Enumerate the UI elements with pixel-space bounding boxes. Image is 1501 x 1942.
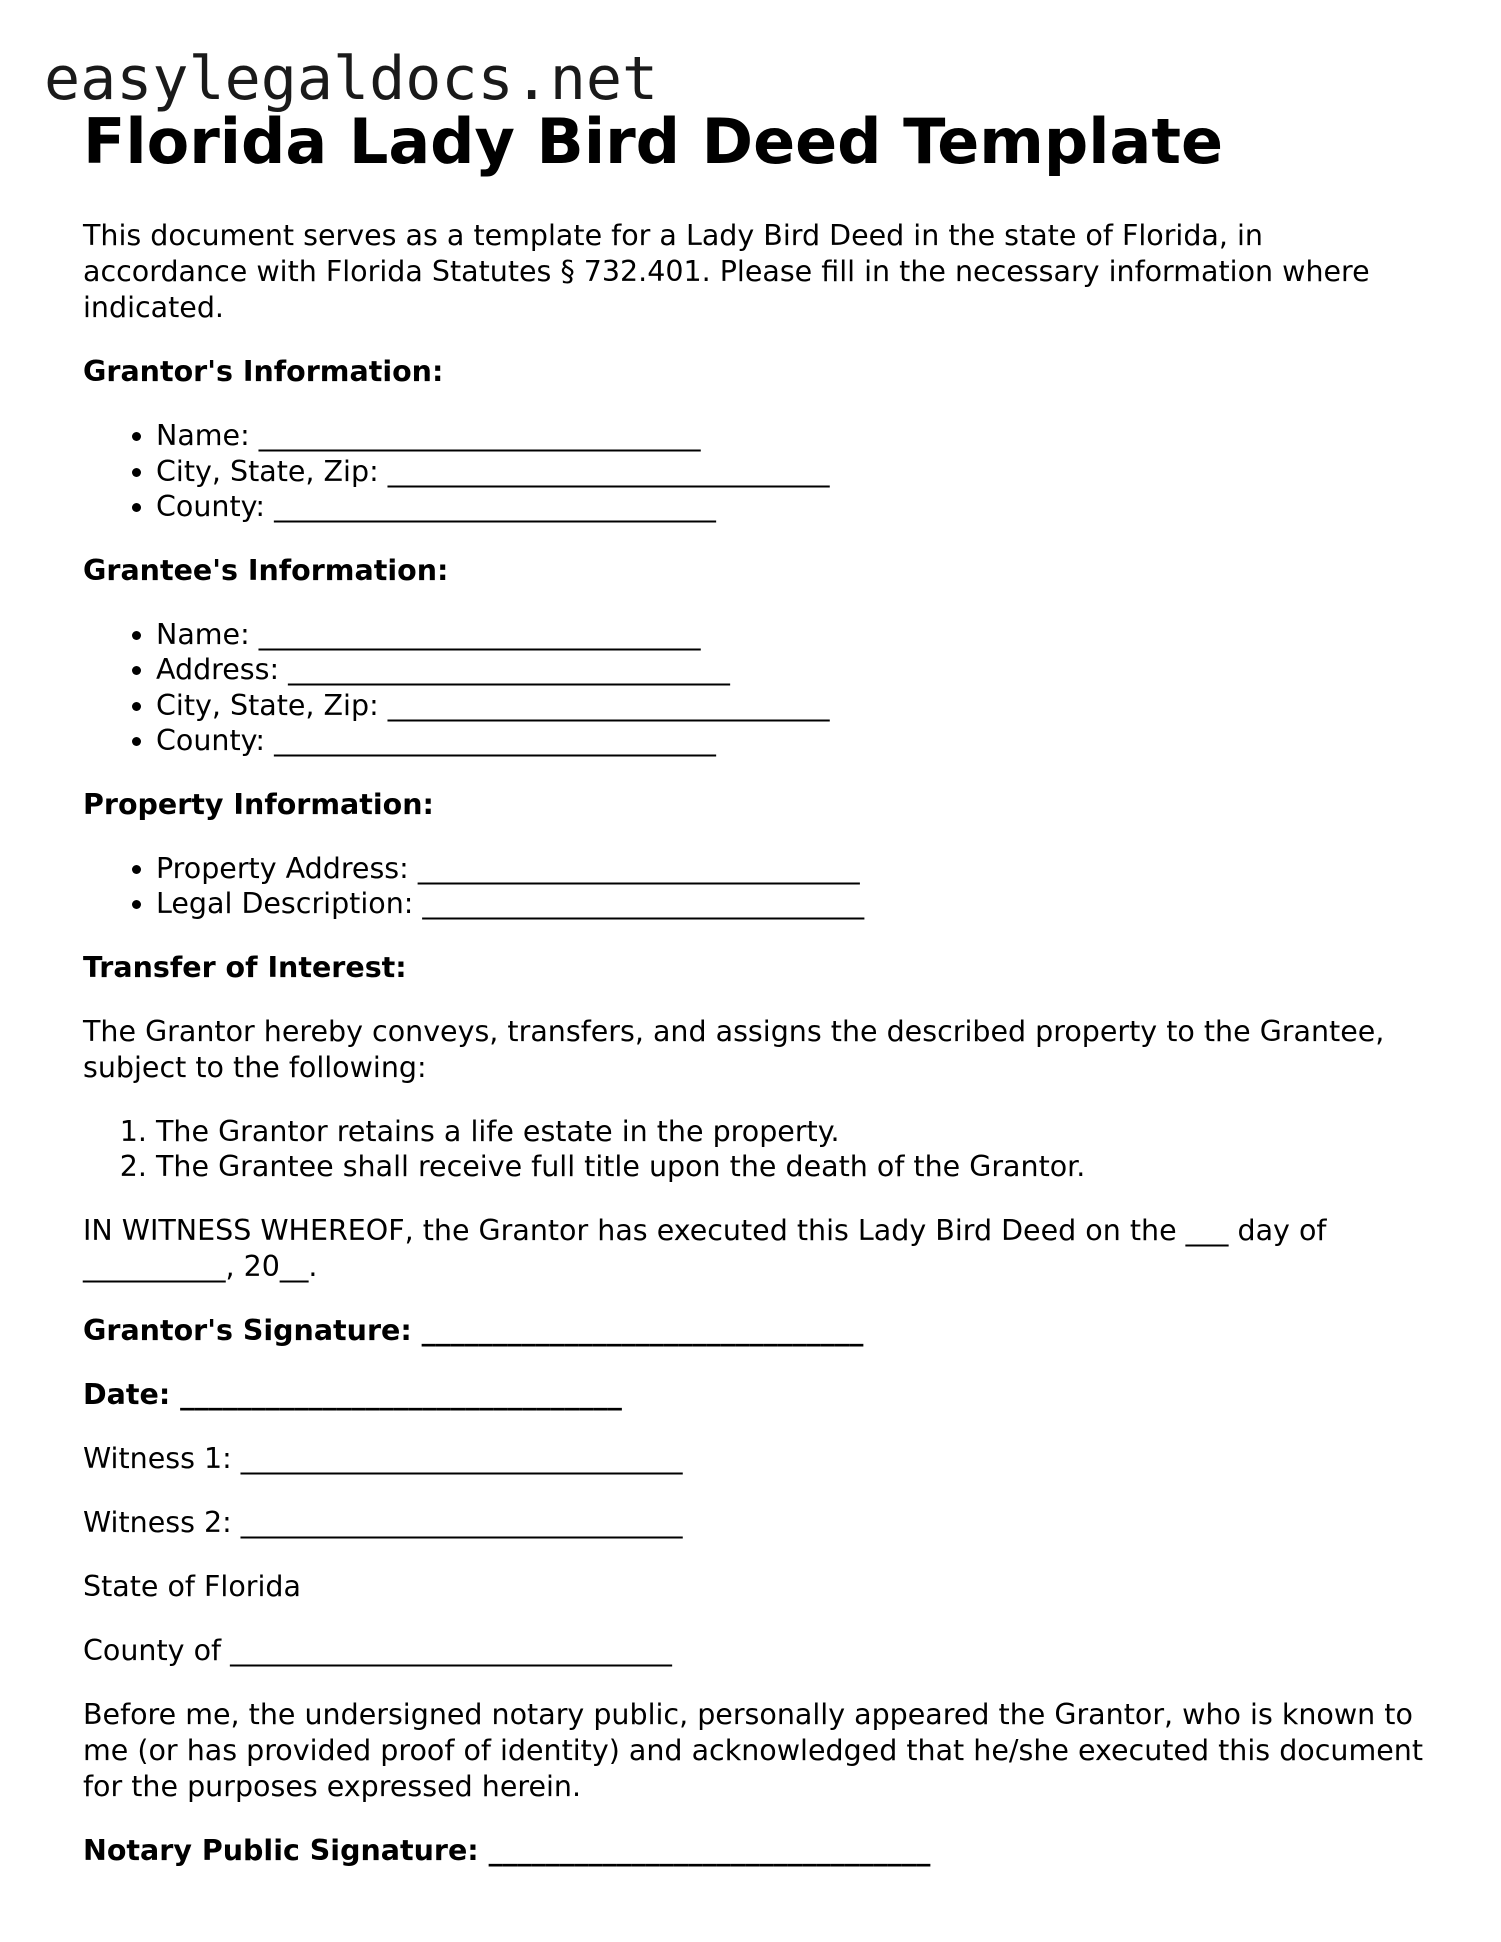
grantor-city-state-zip-field: • City, State, Zip: _______________________________ — [156, 454, 1423, 490]
notary-paragraph: Before me, the undersigned notary public, personally appeared the Grantor, who is known to me (or has provided proof of identity) and acknowledged that he/she executed this document for the purposes expressed herein. — [83, 1697, 1423, 1803]
transfer-heading: Transfer of Interest: — [83, 950, 407, 984]
transfer-condition-2: 2. The Grantee shall receive full title upon the death of the Grantor. — [156, 1149, 1423, 1185]
grantee-address-field: • Address: _______________________________ — [156, 652, 1423, 688]
transfer-conditions-list — [83, 1114, 1423, 1185]
property-heading: Property Information: — [83, 787, 434, 821]
date-line: Date: _______________________________ — [83, 1377, 622, 1411]
grantor-list — [83, 418, 1423, 525]
legal-description-field: • Legal Description: _______________________________ — [156, 886, 1423, 922]
transfer-condition-1: 1. The Grantor retains a life estate in the property. — [156, 1114, 1423, 1150]
grantee-name-field: • Name: _______________________________ — [156, 617, 1423, 653]
property-address-field: • Property Address: _______________________________ — [156, 851, 1423, 887]
notary-signature-line: Notary Public Signature: _______________________________ — [83, 1833, 931, 1867]
document-title: Florida Lady Bird Deed Template — [83, 105, 1224, 178]
witness-2-line: Witness 2: _______________________________ — [83, 1505, 683, 1539]
grantor-heading: Grantor's Information: — [83, 355, 444, 388]
grantee-list — [83, 617, 1423, 759]
grantee-heading: Grantee's Information: — [83, 553, 449, 587]
site-watermark: easylegaldocs.net — [44, 44, 659, 114]
grantor-signature-line: Grantor's Signature: _______________________________ — [83, 1313, 864, 1347]
grantee-city-state-zip-field: • City, State, Zip: _______________________________ — [156, 688, 1423, 724]
grantor-name-field: • Name: _______________________________ — [156, 418, 1423, 454]
transfer-paragraph: The Grantor hereby conveys, transfers, and assigns the described property to the Grantee, subject to the following: — [83, 1014, 1385, 1084]
document-body — [83, 104, 1423, 1869]
intro-paragraph: This document serves as a template for a Lady Bird Deed in the state of Florida, in accordance with Florida Statutes § 732.401. Please fill in the necessary information where indicated. — [83, 219, 1370, 324]
grantor-county-field: • County: _______________________________ — [156, 489, 1423, 525]
witness-clause: IN WITNESS WHEREOF, the Grantor has executed this Lady Bird Deed on the ___ day of __________, 20__. — [83, 1213, 1327, 1283]
state-line: State of Florida — [83, 1569, 301, 1603]
property-list — [83, 851, 1423, 922]
grantee-county-field: • County: _______________________________ — [156, 723, 1423, 759]
county-line: County of _______________________________ — [83, 1633, 672, 1667]
witness-1-line: Witness 1: _______________________________ — [83, 1441, 683, 1475]
